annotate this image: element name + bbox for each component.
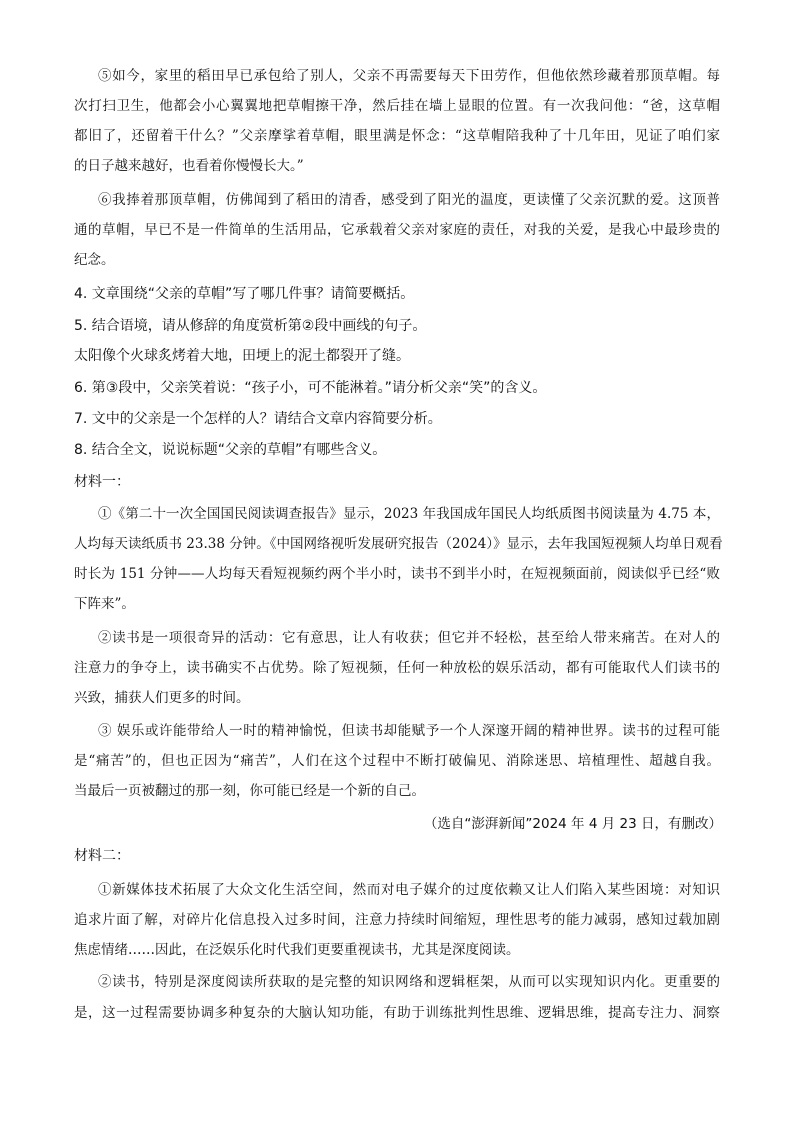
text-line: 下阵来”。 <box>74 596 135 612</box>
question-4: 4. 文章围绕“父亲的草帽”写了哪几件事？请简要概括。 <box>74 286 415 302</box>
text-line: ②读书是一项很奇异的活动：它有意思，让人有收获；但它并不轻松，甚至给人带来痛苦。在对人的 <box>98 630 720 646</box>
text-line: 兴致，捕获人们更多的时间。 <box>74 690 250 706</box>
text-line: 是“痛苦”的，但也正因为“痛苦”，人们在这个过程中不断打破偏见、消除迷思、培植理性、超越自我。 <box>74 753 720 769</box>
text-line: 是，这一过程需要协调多种复杂的大脑认知功能，有助于训练批判性思维、逻辑思维，提高专注力、洞察 <box>74 1005 720 1021</box>
text-line: 焦虑情绪……因此，在泛娱乐化时代我们更要重视读书，尤其是深度阅读。 <box>74 942 520 958</box>
text-line: 注意力的争夺上，读书确实不占优势。除了短视频，任何一种放松的娱乐活动，都有可能取代人们读书的 <box>74 660 720 676</box>
text-line: 的日子越来越好，也看着你慢慢长大。” <box>74 158 304 174</box>
material-1-source: （选自“澎湃新闻”2024 年 4 月 23 日，有删改） <box>423 816 722 832</box>
text-line: 人均每天读纸质书 23.38 分钟。《中国网络视听发展研究报告（2024）》显示，去年我国短视频人均单日观看 <box>74 536 723 552</box>
question-5: 5. 结合语境，请从修辞的角度赏析第②段中画线的句子。 <box>74 318 427 334</box>
text-line: ①《第二十一次全国国民阅读调查报告》显示，2023 年我国成年国民人均纸质图书阅读量为 4.75 本， <box>98 506 720 522</box>
question-5-quoted-sentence: 太阳像个火球炙烤着大地，田埂上的泥土都裂开了缝。 <box>74 348 410 364</box>
text-line: ⑥我捧着那顶草帽，仿佛闻到了稻田的清香，感受到了阳光的温度，更读懂了父亲沉默的爱。这顶普 <box>98 192 720 208</box>
text-line: 时长为 151 分钟——人均每天看短视频约两个半小时，读书不到半小时，在短视频面前，阅读似乎已经“败 <box>74 566 720 582</box>
question-6: 6. 第③段中，父亲笑着说：“孩子小，可不能淋着。”请分析父亲“笑”的含义。 <box>74 380 547 396</box>
text-line: 通的草帽，早已不是一件简单的生活用品，它承载着父亲对家庭的责任，对我的关爱，是我心中最珍贵的 <box>74 222 720 238</box>
text-line: 当最后一页被翻过的那一刻，你可能已经是一个新的自己。 <box>74 783 425 799</box>
question-7: 7. 文中的父亲是一个怎样的人？请结合文章内容简要分析。 <box>74 411 442 427</box>
text-line: 纪念。 <box>74 252 115 268</box>
text-line: 都旧了，还留着干什么？”父亲摩挲着草帽，眼里满是怀念：“这草帽陪我种了十几年田，见证了咱们家 <box>74 128 720 144</box>
text-line: ①新媒体技术拓展了大众文化生活空间，然而对电子媒介的过度依赖又让人们陷入某些困境：对知识 <box>98 882 720 898</box>
text-line: ②读书，特别是深度阅读所获取的是完整的知识网络和逻辑框架，从而可以实现知识内化。更重要的 <box>98 974 720 990</box>
material-1-heading: 材料一： <box>74 474 130 490</box>
material-2-heading: 材料二： <box>74 848 130 864</box>
question-8: 8. 结合全文，说说标题“父亲的草帽”有哪些含义。 <box>74 442 387 458</box>
text-line: 次打扫卫生，他都会小心翼翼地把草帽擦干净，然后挂在墙上显眼的位置。有一次我问他：“爸，这草帽 <box>74 98 720 114</box>
text-line: ③ 娱乐或许能带给人一时的精神愉悦，但读书却能赋予一个人深邃开阔的精神世界。读书的过程可能 <box>98 723 720 739</box>
text-line: 追求片面了解，对碎片化信息投入过多时间，注意力持续时间缩短，理性思考的能力减弱，感知过载加剧 <box>74 912 720 928</box>
text-line: ⑤如今，家里的稻田早已承包给了别人，父亲不再需要每天下田劳作，但他依然珍藏着那顶草帽。每 <box>98 68 720 84</box>
